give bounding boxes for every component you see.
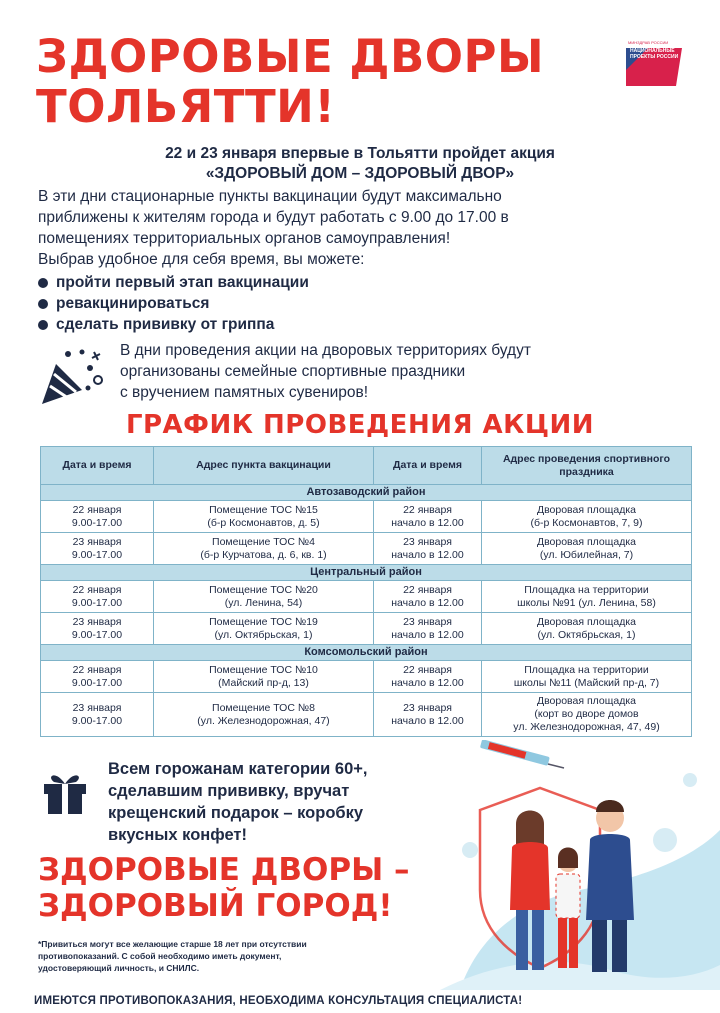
cell-line: (ул. Октябрьская, 1) xyxy=(214,628,313,641)
cell-line: Дворовая площадка xyxy=(536,535,637,548)
party-popper-icon xyxy=(38,346,108,408)
column-header: Адрес пункта вакцинации xyxy=(154,447,374,485)
gift-icon xyxy=(40,766,90,816)
cell-line: начало в 12.00 xyxy=(391,548,464,561)
cell-line: школы №91 (ул. Ленина, 58) xyxy=(517,596,656,609)
table-row xyxy=(41,613,692,645)
intro-line: Выбрав удобное для себя время, вы можете: xyxy=(38,251,365,268)
cell-line: 9.00-17.00 xyxy=(71,628,123,641)
cell-line: 23 января xyxy=(403,535,452,548)
table-cell xyxy=(374,581,482,613)
table-cell xyxy=(482,661,692,693)
cell-line: Помещение ТОС №4 xyxy=(212,535,315,548)
cell-line: начало в 12.00 xyxy=(391,628,464,641)
slogan-line: ЗДОРОВЫЙ ГОРОД! xyxy=(38,888,393,924)
cell-line: Площадка на территории xyxy=(524,583,649,596)
cell-line: начало в 12.00 xyxy=(391,676,464,689)
subheading xyxy=(80,144,640,184)
slogan-line: ЗДОРОВЫЕ ДВОРЫ – xyxy=(38,852,410,888)
cell-line: (б-р Космонавтов, 7, 9) xyxy=(530,516,643,529)
table-cell xyxy=(482,693,692,737)
footnote-line: противопоказаний. С собой необходимо иметь документ, xyxy=(38,951,282,961)
cell-line: 9.00-17.00 xyxy=(71,548,123,561)
schedule-table xyxy=(40,446,692,737)
cell-line: Дворовая площадка xyxy=(536,615,637,628)
cell-line: 23 января xyxy=(72,701,122,714)
party-paragraph xyxy=(120,340,680,403)
table-cell xyxy=(41,501,154,533)
footnote-line: *Привиться могут все желающие старше 18 лет при отсутствии xyxy=(38,939,307,949)
slogan xyxy=(38,852,468,924)
table-cell xyxy=(41,613,154,645)
district-row xyxy=(41,485,692,501)
table-cell xyxy=(41,693,154,737)
cell-line: Помещение ТОС №15 xyxy=(209,503,318,516)
cell-line: (б-р Курчатова, д. 6, кв. 1) xyxy=(200,548,327,561)
cell-line: 23 января xyxy=(403,701,452,714)
table-row xyxy=(41,533,692,565)
table-cell xyxy=(482,581,692,613)
footnote-line: удостоверяющий личность, и СНИЛС. xyxy=(38,963,200,973)
table-cell xyxy=(154,533,374,565)
footnote xyxy=(38,938,458,974)
table-cell xyxy=(482,533,692,565)
gift-line: вкусных конфет! xyxy=(108,826,248,844)
cell-line: 22 января xyxy=(72,503,122,516)
gift-line: Всем горожанам категории 60+, xyxy=(108,760,368,778)
gift-line: сделавшим прививку, вручат xyxy=(108,782,350,800)
table-row xyxy=(41,693,692,737)
cell-line: 22 января xyxy=(403,503,452,516)
cell-line: Помещение ТОС №20 xyxy=(209,583,318,596)
cell-line: 23 января xyxy=(72,535,122,548)
cell-line: школы №11 (Майский пр-д, 7) xyxy=(513,676,660,689)
cell-line: (ул. Железнодорожная, 47) xyxy=(197,714,330,727)
table-cell xyxy=(374,533,482,565)
page-title xyxy=(36,32,596,132)
cell-line: 23 января xyxy=(72,615,122,628)
subheading-line: «ЗДОРОВЫЙ ДОМ – ЗДОРОВЫЙ ДВОР» xyxy=(205,165,515,182)
family-illustration xyxy=(440,740,720,990)
table-cell xyxy=(374,613,482,645)
table-row xyxy=(41,501,692,533)
national-projects-logo xyxy=(618,42,690,92)
table-cell xyxy=(374,693,482,737)
cell-line: (б-р Космонавтов, д. 5) xyxy=(207,516,320,529)
table-cell xyxy=(154,693,374,737)
table-cell xyxy=(374,501,482,533)
cell-line: 9.00-17.00 xyxy=(71,714,123,727)
cell-line: 23 января xyxy=(403,615,452,628)
gift-line: крещенский подарок – коробку xyxy=(108,804,364,822)
table-cell xyxy=(154,613,374,645)
bullet-dot-icon xyxy=(38,320,48,330)
gift-paragraph xyxy=(108,758,448,846)
column-header: Дата и время xyxy=(374,447,482,485)
bullet-dot-icon xyxy=(38,299,48,309)
party-line: В дни проведения акции на дворовых территориях будут xyxy=(120,342,531,359)
cell-line: Помещение ТОС №10 xyxy=(209,663,318,676)
bullet-text: пройти первый этап вакцинации xyxy=(56,273,309,291)
district-row xyxy=(41,565,692,581)
district-name: Комсомольский район xyxy=(41,645,692,661)
cell-line: 22 января xyxy=(72,583,122,596)
table-cell xyxy=(41,533,154,565)
bullet-list xyxy=(38,272,538,335)
table-cell xyxy=(482,613,692,645)
cell-line: Дворовая площадка xyxy=(536,503,637,516)
table-cell xyxy=(482,501,692,533)
bullet-item xyxy=(38,272,538,293)
cell-line: 22 января xyxy=(403,663,452,676)
cell-line: (корт во дворе домов xyxy=(534,708,639,720)
column-header: Адрес проведения спортивного праздника xyxy=(482,447,692,485)
bullet-item xyxy=(38,314,538,335)
virus-icon xyxy=(462,773,697,858)
title-line: ТОЛЬЯТТИ! xyxy=(36,80,336,133)
party-line: организованы семейные спортивные праздники xyxy=(120,363,466,380)
cell-line: Дворовая площадка xyxy=(536,695,637,707)
table-row xyxy=(41,661,692,693)
subheading-line: 22 и 23 января впервые в Тольятти пройдет акция xyxy=(165,145,555,162)
table-cell xyxy=(41,661,154,693)
district-name: Центральный район xyxy=(41,565,692,581)
bullet-text: ревакцинироваться xyxy=(56,294,210,312)
table-cell xyxy=(154,581,374,613)
table-cell xyxy=(41,581,154,613)
logo-text: НАЦИОНАЛЬНЫЕ ПРОЕКТЫ РОССИИ xyxy=(630,48,679,60)
column-header: Дата и время xyxy=(41,447,154,485)
contraindication-warning: ИМЕЮТСЯ ПРОТИВОПОКАЗАНИЯ, НЕОБХОДИМА КОНСУЛЬТАЦИЯ СПЕЦИАЛИСТА! xyxy=(34,995,523,1007)
intro-paragraph xyxy=(38,186,678,270)
cell-line: 22 января xyxy=(72,663,122,676)
bullet-item xyxy=(38,293,538,314)
intro-line: В эти дни стационарные пункты вакцинации будут максимально xyxy=(38,188,502,205)
syringe-icon xyxy=(480,740,564,768)
cell-line: Помещение ТОС №19 xyxy=(209,615,318,628)
cell-line: начало в 12.00 xyxy=(391,516,464,529)
intro-line: помещениях территориальных органов самоуправления! xyxy=(38,230,451,247)
cell-line: ул. Железнодорожная, 47, 49) xyxy=(513,721,660,733)
table-cell xyxy=(154,501,374,533)
logo-top-text: МИНЗДРАВ РОССИИ xyxy=(628,40,669,45)
cell-line: Площадка на территории xyxy=(524,663,649,676)
table-header-row xyxy=(41,447,692,485)
bullet-text: сделать прививку от гриппа xyxy=(56,315,275,333)
cell-line: Помещение ТОС №8 xyxy=(212,701,315,714)
district-name: Автозаводский район xyxy=(41,485,692,501)
cell-line: 22 января xyxy=(403,583,452,596)
cell-line: (Майский пр-д, 13) xyxy=(218,676,309,689)
table-row xyxy=(41,581,692,613)
schedule-title: ГРАФИК ПРОВЕДЕНИЯ АКЦИИ xyxy=(125,410,595,440)
district-row xyxy=(41,645,692,661)
table-cell xyxy=(374,661,482,693)
cell-line: 9.00-17.00 xyxy=(71,676,123,689)
cell-line: 9.00-17.00 xyxy=(71,516,123,529)
title-line: ЗДОРОВЫЕ ДВОРЫ xyxy=(36,30,545,83)
party-line: с вручением памятных сувениров! xyxy=(120,384,369,401)
table-cell xyxy=(154,661,374,693)
schedule-body xyxy=(41,485,692,737)
cell-line: 9.00-17.00 xyxy=(71,596,123,609)
bullet-dot-icon xyxy=(38,278,48,288)
cell-line: (ул. Юбилейная, 7) xyxy=(539,548,634,561)
cell-line: (ул. Октябрьская, 1) xyxy=(537,628,636,641)
cell-line: начало в 12.00 xyxy=(391,714,464,727)
cell-line: (ул. Ленина, 54) xyxy=(224,596,303,609)
intro-line: приближены к жителям города и будут работать с 9.00 до 17.00 в xyxy=(38,209,509,226)
cell-line: начало в 12.00 xyxy=(391,596,464,609)
